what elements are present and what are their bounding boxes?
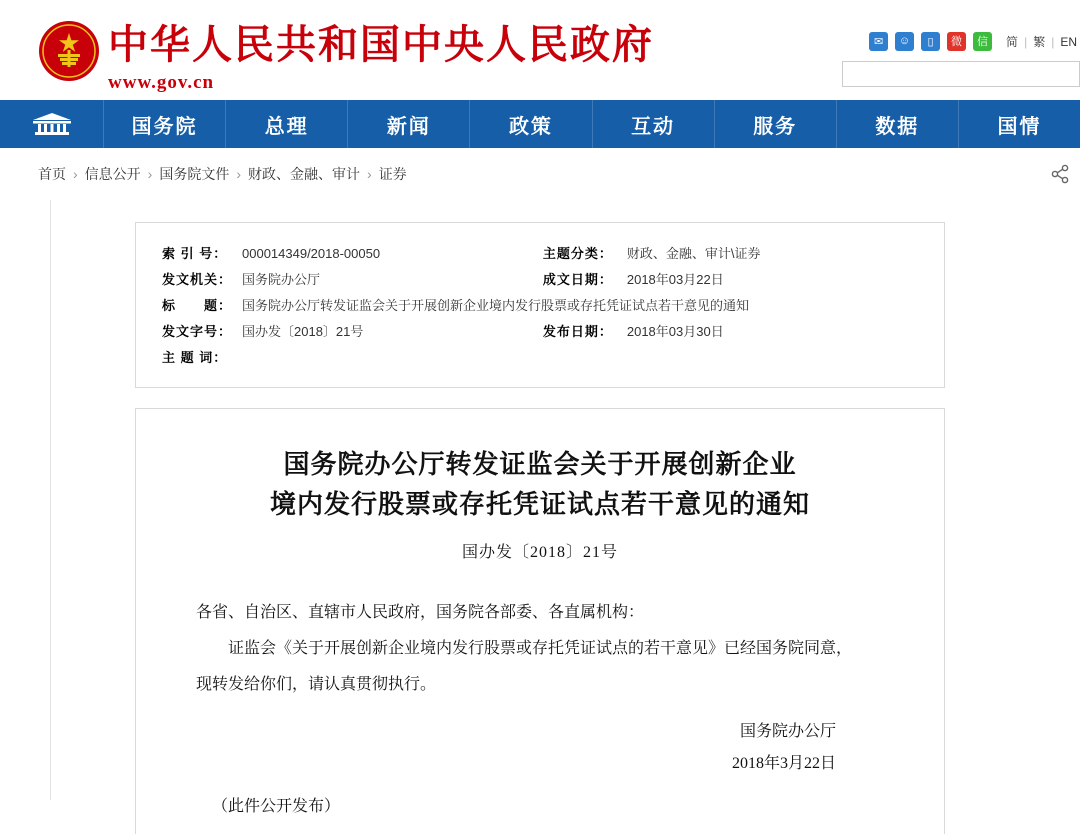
lang-english[interactable]: EN <box>1060 34 1077 49</box>
wechat-icon[interactable]: 信 <box>973 32 992 51</box>
breadcrumb-separator-1: › <box>73 166 78 182</box>
meta-title-label: 标 题： <box>162 298 233 313</box>
site-title: 中华人民共和国中央人民政府 <box>108 22 654 67</box>
left-rule-divider <box>50 200 51 800</box>
meta-keyword-label: 主 题 词： <box>162 350 228 365</box>
meta-keyword-value <box>242 345 918 371</box>
breadcrumb-separator-4: › <box>367 166 372 182</box>
page-body <box>0 200 1080 834</box>
signature-organization: 国务院办公厅 <box>739 723 836 740</box>
document-meta-box <box>135 222 945 388</box>
breadcrumb-item-docs[interactable]: 国务院文件 <box>159 166 230 182</box>
document-meta-table <box>162 241 918 371</box>
breadcrumb-item-home[interactable]: 首页 <box>38 166 66 182</box>
site-header <box>0 0 1080 100</box>
nav-item-xinwen[interactable]: 新闻 <box>348 100 470 148</box>
meta-written-date-label: 成文日期： <box>542 272 613 287</box>
doc-body <box>196 596 884 824</box>
nav-item-shuju[interactable]: 数据 <box>837 100 959 148</box>
table-row <box>162 319 918 345</box>
breadcrumb <box>0 148 1080 200</box>
site-title-block <box>108 22 654 94</box>
document-article <box>135 408 945 834</box>
share-icon[interactable] <box>1050 164 1070 184</box>
mail-icon[interactable]: ✉ <box>869 32 888 51</box>
gov-building-icon <box>29 111 75 137</box>
meta-index-value: 000014349/2018-00050 <box>242 246 381 261</box>
meta-issuer-value: 国务院办公厅 <box>242 272 321 287</box>
lang-separator-1: | <box>1024 34 1028 49</box>
doc-paragraph-1-cont: 现转发给你们，请认真贯彻执行。 <box>196 676 437 693</box>
doc-title-line-2: 境内发行股票或存托凭证试点若干意见的通知 <box>269 490 810 519</box>
doc-title-line-1: 国务院办公厅转发证监会关于开展创新企业 <box>283 450 797 479</box>
document-area <box>135 200 945 834</box>
doc-number: 国办发〔2018〕21号 <box>461 544 618 561</box>
nav-item-hudong[interactable]: 互动 <box>593 100 715 148</box>
breadcrumb-item-finance[interactable]: 财政、金融、审计 <box>248 166 361 182</box>
table-row <box>162 267 918 293</box>
meta-publish-date-label: 发布日期： <box>542 324 613 339</box>
nav-item-zongli[interactable]: 总理 <box>226 100 348 148</box>
signature-date: 2018年3月22日 <box>731 755 836 772</box>
breadcrumb-separator-2: › <box>147 166 153 182</box>
meta-title-value: 国务院办公厅转发证监会关于开展创新企业境内发行股票或存托凭证试点若干意见的通知 <box>242 298 750 313</box>
lang-simplified[interactable]: 简 <box>1006 34 1019 49</box>
breadcrumb-item-info[interactable]: 信息公开 <box>84 166 141 182</box>
header-utilities <box>840 30 1080 87</box>
site-url: www.gov.cn <box>108 72 215 93</box>
weibo-icon[interactable]: 微 <box>947 32 966 51</box>
nav-item-fuwu[interactable]: 服务 <box>715 100 837 148</box>
doc-closing-note: （此件公开发布） <box>212 798 341 815</box>
breadcrumb-separator-3: › <box>236 166 242 182</box>
main-navigation <box>0 100 1080 148</box>
meta-written-date-value: 2018年03月22日 <box>626 272 724 287</box>
nav-item-zhengce[interactable]: 政策 <box>470 100 592 148</box>
meta-docnum-value: 国办发〔2018〕21号 <box>242 324 364 339</box>
lang-separator-2: | <box>1051 34 1055 49</box>
lang-traditional[interactable]: 繁 <box>1033 34 1046 49</box>
nav-item-guoqing[interactable]: 国情 <box>997 115 1042 138</box>
meta-category-value: 财政、金融、审计\证券 <box>626 246 761 261</box>
meta-docnum-label: 发文字号： <box>162 324 233 339</box>
doc-signature <box>196 716 884 780</box>
table-row <box>162 241 918 267</box>
smiley-icon[interactable]: ☺ <box>895 32 914 51</box>
table-row <box>162 293 918 319</box>
nav-home-button[interactable] <box>0 100 104 148</box>
table-row <box>162 345 918 371</box>
search-row <box>840 61 1080 87</box>
language-switcher <box>1003 33 1080 50</box>
doc-paragraph-1: 证监会《关于开展创新企业境内发行股票或存托凭证试点的若干意见》已经国务院同意， <box>228 640 853 657</box>
mobile-icon[interactable]: ▯ <box>921 32 940 51</box>
page-title <box>196 445 884 525</box>
breadcrumb-item-security[interactable]: 证券 <box>378 166 407 182</box>
meta-publish-date-value: 2018年03月30日 <box>626 324 724 339</box>
doc-salutation: 各省、自治区、直辖市人民政府，国务院各部委、各直属机构： <box>196 604 645 621</box>
header-icon-row <box>840 30 1080 52</box>
meta-category-label: 主题分类： <box>542 246 613 261</box>
meta-index-label: 索 引 号： <box>162 246 228 261</box>
search-input[interactable] <box>842 61 1080 87</box>
national-emblem-icon <box>38 20 100 82</box>
meta-issuer-label: 发文机关： <box>162 272 233 287</box>
nav-item-guowuyuan[interactable]: 国务院 <box>104 100 226 148</box>
